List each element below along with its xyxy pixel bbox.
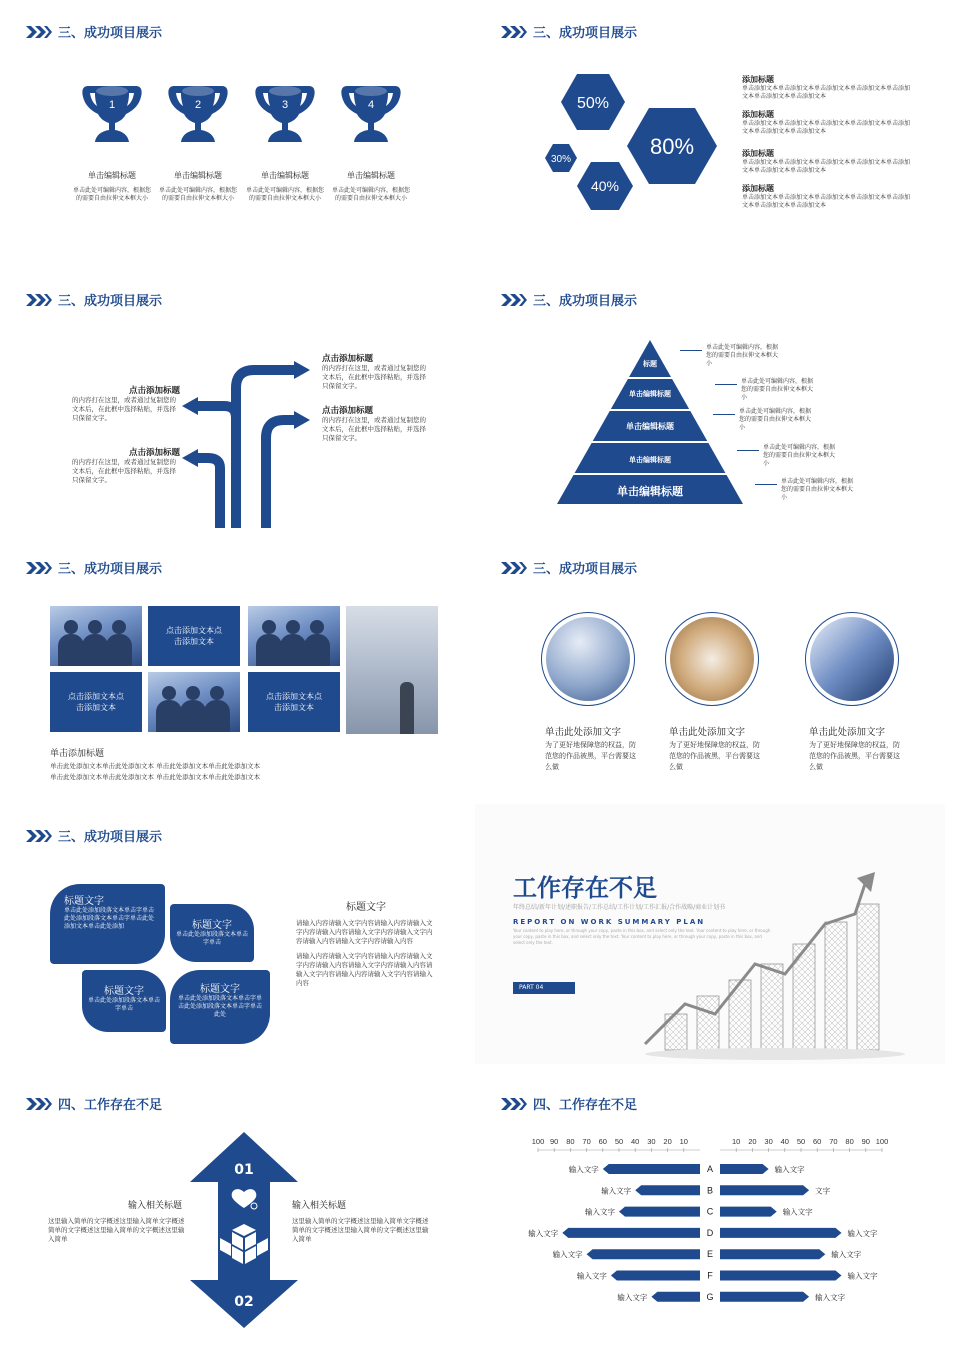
slide-7 [0,804,470,1064]
caption-text: 单击此处可编辑内容，根据您的需要自由拉伸文本框大小 [245,187,324,202]
text-block-bottom-left [72,446,180,485]
slide-header [26,826,162,845]
caption-title: 单击编辑标题 [261,171,309,180]
caption-text: 为了更好地保障您的权益，防范您的作品被黑，平台需要这么做 [809,741,900,771]
slide-5 [0,536,470,796]
trophy-item [80,80,146,150]
caption-title: 单击编辑标题 [88,171,136,180]
left-text-block [48,1198,186,1244]
petal-1 [50,884,165,964]
cover-subtitle: 年终总结/新年计划/述职报告/工作总结/工作计划/工作汇报/合作战略/商业计划书 [513,904,726,911]
block-title: 点击添加标题 [128,386,180,396]
petal-4 [170,970,270,1044]
bar-right [720,1271,842,1281]
hexagon-40-label: 40% [590,178,620,194]
bar-right [720,1228,842,1238]
bar-right [720,1185,809,1195]
axis-tick-right: 70 [829,1137,838,1146]
caption-text: 为了更好地保障您的权益，防范您的作品被黑，平台需要这么做 [669,741,760,771]
bar-label-right: 输入文字 [782,1207,813,1217]
trophy-icon [253,80,317,146]
section-title: 三、成功项目展示 [58,26,163,41]
trophy-number: 1 [108,99,116,111]
cover-title: 工作存在不足 [513,874,657,902]
arrow-number-01: 01 [234,1162,254,1178]
bar-label-left: 输入文字 [601,1186,632,1196]
skyscraper-photo [346,606,438,734]
trophy-item [166,80,232,150]
block-title: 点击添加标题 [322,354,374,364]
bar-label-left: 输入文字 [576,1271,607,1281]
note-connector [713,414,735,415]
axis-tick-left: 10 [679,1137,688,1146]
item-text: 单击添加文本单击添加文本单击添加文本单击添加文本单击添加文本单击添加文本单击添加文本 [742,159,911,174]
axis-tick-right: 30 [764,1137,773,1146]
block-title: 点击添加标题 [128,448,180,458]
block-text: 的内容打在这里，或者通过复制您的文本后，在此框中选择粘贴，并选择只保留文字。 [322,416,426,442]
trophy-icon [339,80,403,146]
chevron-arrows-icon [26,562,52,574]
section-title: 四、工作存在不足 [58,1098,163,1113]
note-connector [715,384,737,385]
note-connector [737,450,759,451]
axis-tick-left: 20 [663,1137,672,1146]
pyramid-note [715,378,815,402]
bar-right [720,1249,825,1259]
right-title: 标题文字 [346,902,386,913]
business-people-photo [50,606,142,666]
category-label: G [706,1291,714,1302]
text-item [742,109,912,136]
photo-ring [541,612,635,706]
caption-line-2: 单击此处添加文本单击此处添加文本 单击此处添加文本单击此处添加文本 [50,773,261,781]
trophy-icon [80,80,144,146]
petal-text: 单击此处添加段落文本单击字单击此处添加段落文本单击字单击此处添加文本单击此处添加 [64,907,155,930]
petal-text: 单击此处添加段落文本单击字单击此处添加段落文本单击字单击此处 [177,995,262,1018]
trophy-item [253,80,319,150]
text-item [742,74,912,101]
category-label: B [706,1185,714,1196]
circle-caption [545,724,641,773]
axis-tick-left: 60 [598,1137,607,1146]
right-text-block [292,1198,432,1244]
slide-header [501,558,637,577]
caption-text: 单击此处可编辑内容，根据您的需要自由拉伸文本框大小 [158,187,237,202]
caption-title: 单击编辑标题 [347,171,395,180]
bar-left [562,1228,700,1238]
note-text: 单击此处可编辑内容，根据您的需要自由拉伸文本框大小 [739,408,812,431]
petal-text: 单击此处添加段落文本单击字单击 [88,997,161,1012]
axis-tick-right: 80 [845,1137,854,1146]
tile-text: 点击添加文本点击添加文本 [68,692,124,712]
petal-2 [170,904,254,962]
photo-ring [665,612,759,706]
petal-title: 标题文字 [104,986,144,997]
chevron-arrows-icon [501,294,527,306]
block-text: 的内容打在这里，或者通过复制您的文本后，在此框中选择粘贴，并选择只保留文字。 [72,458,176,484]
item-text: 单击添加文本单击添加文本单击添加文本单击添加文本单击添加文本单击添加文本单击添加文本 [742,194,911,209]
chevron-arrows-icon [26,26,52,38]
pyramid-note [713,408,813,432]
slide-9 [0,1072,470,1332]
note-text: 单击此处可编辑内容，根据您的需要自由拉伸文本框大小 [741,378,814,401]
trophy-number: 3 [281,99,289,111]
arrow-number-02: 02 [234,1294,254,1310]
axis-tick-left: 100 [531,1137,545,1146]
bar-label-right: 输入文字 [847,1228,878,1238]
trophy-item [339,80,405,150]
tile-text: 点击添加文本点击添加文本 [166,626,222,646]
slide-header [26,22,162,41]
section-title: 三、成功项目展示 [533,26,638,41]
bar-left [635,1185,700,1195]
bar-label-left: 输入文字 [552,1250,583,1260]
axis-tick-left: 50 [614,1137,624,1146]
slide-4 [475,268,945,528]
category-label: D [706,1227,714,1238]
slide-1 [0,0,470,260]
bar-label-left: 输入文字 [568,1165,599,1174]
pyramid-level-3: 单击编辑标题 [626,422,674,431]
slide-header [501,1094,637,1113]
slide-header [501,22,637,41]
caption-title: 单击添加标题 [50,749,105,759]
bar-label-left: 输入文字 [585,1207,615,1217]
category-label: C [706,1206,714,1217]
butterfly-bar-chart [475,1134,945,1324]
slide-header [501,290,637,309]
right-paragraph-2: 请输入内容请输入文字内容请输入内容请输入文字内容请输入内容请输入文字内容请输入内容请输入文字内容请输入内容请输入文字内容请输入内容 [296,952,433,987]
axis-tick-left: 30 [647,1137,656,1146]
caption-text: 单击此处可编辑内容，根据您的需要自由拉伸文本框大小 [331,187,410,202]
pyramid-level-4: 单击编辑标题 [629,456,671,464]
bar-label-right: 文字 [815,1186,831,1196]
caption-title: 单击此处添加文字 [809,727,886,738]
bar-left [603,1164,700,1174]
pyramid-note [737,444,837,468]
hexagon-30-label: 30% [550,154,572,165]
branch-arrows-graphic [180,358,320,528]
text-block-top-left [72,384,180,423]
axis-tick-left: 40 [631,1137,640,1146]
text-tile [50,672,142,732]
chevron-arrows-icon [501,1098,527,1110]
category-label: A [706,1164,714,1174]
circle-caption [809,724,905,773]
text-tile [248,672,340,732]
slide-8-section-cover [475,804,945,1064]
section-title: 三、成功项目展示 [58,294,163,309]
pyramid-level-2: 单击编辑标题 [629,390,671,398]
bar-right [720,1164,769,1174]
chevron-arrows-icon [501,26,527,38]
cover-english: REPORT ON WORK SUMMARY PLAN [513,918,706,926]
block-title: 输入相关标题 [127,1201,182,1211]
note-text: 单击此处可编辑内容，根据您的需要自由拉伸文本框大小 [706,344,779,367]
slide-2 [475,0,945,260]
axis-tick-right: 40 [780,1137,789,1146]
bar-label-left: 输入文字 [617,1292,648,1302]
petal-title: 标题文字 [200,984,240,995]
category-label: F [707,1270,713,1281]
caption-line-1: 单击此处添加文本单击此处添加文本 单击此处添加文本单击此处添加文本 [50,762,261,770]
section-title: 四、工作存在不足 [533,1098,638,1113]
bar-label-left: 输入文字 [528,1228,559,1238]
chevron-arrows-icon [26,294,52,306]
pyramid-note [680,344,780,368]
trophy-icon [166,80,230,146]
block-title: 点击添加标题 [322,406,374,416]
photo-caption [50,746,450,782]
bar-label-right: 输入文字 [815,1292,846,1302]
text-tile [148,606,240,666]
chevron-arrows-icon [26,1098,52,1110]
axis-tick-left: 90 [550,1137,559,1146]
category-label: E [706,1249,714,1260]
caption-title: 单击此处添加文字 [545,727,622,738]
item-title: 添加标题 [742,110,774,119]
photo-ring [805,612,899,706]
axis-tick-left: 80 [566,1137,575,1146]
petal-title: 标题文字 [64,896,104,907]
axis-tick-left: 70 [582,1137,591,1146]
trophy-caption [245,170,325,203]
hexagon-50-label: 50% [576,95,610,112]
caption-text: 为了更好地保障您的权益，防范您的作品被黑，平台需要这么做 [545,741,636,771]
text-block-mid-right [322,404,432,443]
caption-text: 单击此处可编辑内容，根据您的需要自由拉伸文本框大小 [72,187,151,202]
bar-left [611,1271,700,1281]
axis-tick-right: 20 [748,1137,757,1146]
trophy-caption [72,170,152,203]
block-text: 这里输入简单的文字概述这里输入简单文字概述简单的文字概述这里输入简单的文字概述这里输入简单 [292,1217,429,1243]
bar-label-right: 输入文字 [847,1271,878,1281]
text-block-top-right [322,352,432,391]
bar-left [619,1207,700,1217]
slide-header [26,290,162,309]
petal-3 [82,970,166,1032]
circle-photo [810,617,894,701]
item-title: 添加标题 [742,149,774,158]
chevron-arrows-icon [501,562,527,574]
axis-tick-right: 100 [875,1137,889,1146]
block-title: 输入相关标题 [292,1201,347,1211]
section-title: 三、成功项目展示 [533,562,638,577]
item-text: 单击添加文本单击添加文本单击添加文本单击添加文本单击添加文本单击添加文本单击添加文本 [742,120,911,135]
circle-caption [669,724,765,773]
slide-header [26,1094,162,1113]
trophy-caption [158,170,238,203]
hexagon-cluster [535,70,735,220]
trophy-number: 4 [367,99,375,111]
axis-tick-right: 90 [861,1137,870,1146]
section-title: 三、成功项目展示 [58,830,163,845]
bar-label-right: 输入文字 [831,1250,862,1260]
circle-photo [670,617,754,701]
slide-header [26,558,162,577]
item-text: 单击添加文本单击添加文本单击添加文本单击添加文本单击添加文本单击添加文本单击添加文本 [742,85,911,100]
axis-tick-right: 50 [796,1137,806,1146]
chevron-arrows-icon [26,830,52,842]
business-people-photo [248,606,340,666]
note-connector [680,350,702,351]
bar-right [720,1207,777,1217]
text-item [742,148,912,175]
business-people-photo [148,672,240,732]
part-badge: PART 04 [513,982,575,994]
petal-text: 单击此处添加段落文本单击字单击 [176,931,249,946]
note-text: 单击此处可编辑内容，根据您的需要自由拉伸文本框大小 [781,478,854,501]
tile-text: 点击添加文本点击添加文本 [266,692,322,712]
wireframe-bar-chart-graphic [625,864,925,1064]
axis-tick-right: 60 [813,1137,822,1146]
block-text: 的内容打在这里，或者通过复制您的文本后，在此框中选择粘贴，并选择只保留文字。 [322,364,426,390]
caption-title: 单击编辑标题 [174,171,222,180]
text-item [742,183,912,210]
slide-3 [0,268,470,528]
block-text: 的内容打在这里，或者通过复制您的文本后，在此框中选择粘贴，并选择只保留文字。 [72,396,176,422]
bar-left [651,1292,700,1302]
caption-title: 单击此处添加文字 [669,727,746,738]
slide-10 [475,1072,945,1332]
pyramid-level-5: 单击编辑标题 [617,485,683,498]
petal-title: 标题文字 [192,920,232,931]
item-title: 添加标题 [742,75,774,84]
right-paragraph-1: 请输入内容请输入文字内容请输入内容请输入文字内容请输入内容请输入文字内容请输入文字内容请输入内容请输入文字内容请输入内容 [296,919,433,945]
axis-tick-right: 10 [732,1137,741,1146]
note-connector [755,484,777,485]
note-text: 单击此处可编辑内容，根据您的需要自由拉伸文本框大小 [763,444,836,467]
bar-label-right: 输入文字 [774,1165,805,1174]
right-text-block [296,898,436,988]
item-title: 添加标题 [742,184,774,193]
trophy-caption [331,170,411,203]
section-title: 三、成功项目展示 [58,562,163,577]
block-text: 这里输入简单的文字概述这里输入简单文字概述简单的文字概述这里输入简单的文字概述这里输入简单 [48,1217,185,1243]
bar-right [720,1292,809,1302]
bar-left [587,1249,700,1259]
circle-photo [546,617,630,701]
section-title: 三、成功项目展示 [533,294,638,309]
slide-6 [475,536,945,796]
pyramid-level-1: 标题 [643,360,657,368]
trophy-number: 2 [194,99,202,111]
hexagon-80-label: 80% [649,134,695,159]
cover-paragraph: Your content to play here, or through your copy, paste in this box, and select only the text. Your content to play here, or through your copy, paste in this box, and select only the text. Your content to play here, or through your copy, paste in this box, and select only the text. [513,928,771,945]
pyramid-note [755,478,855,502]
